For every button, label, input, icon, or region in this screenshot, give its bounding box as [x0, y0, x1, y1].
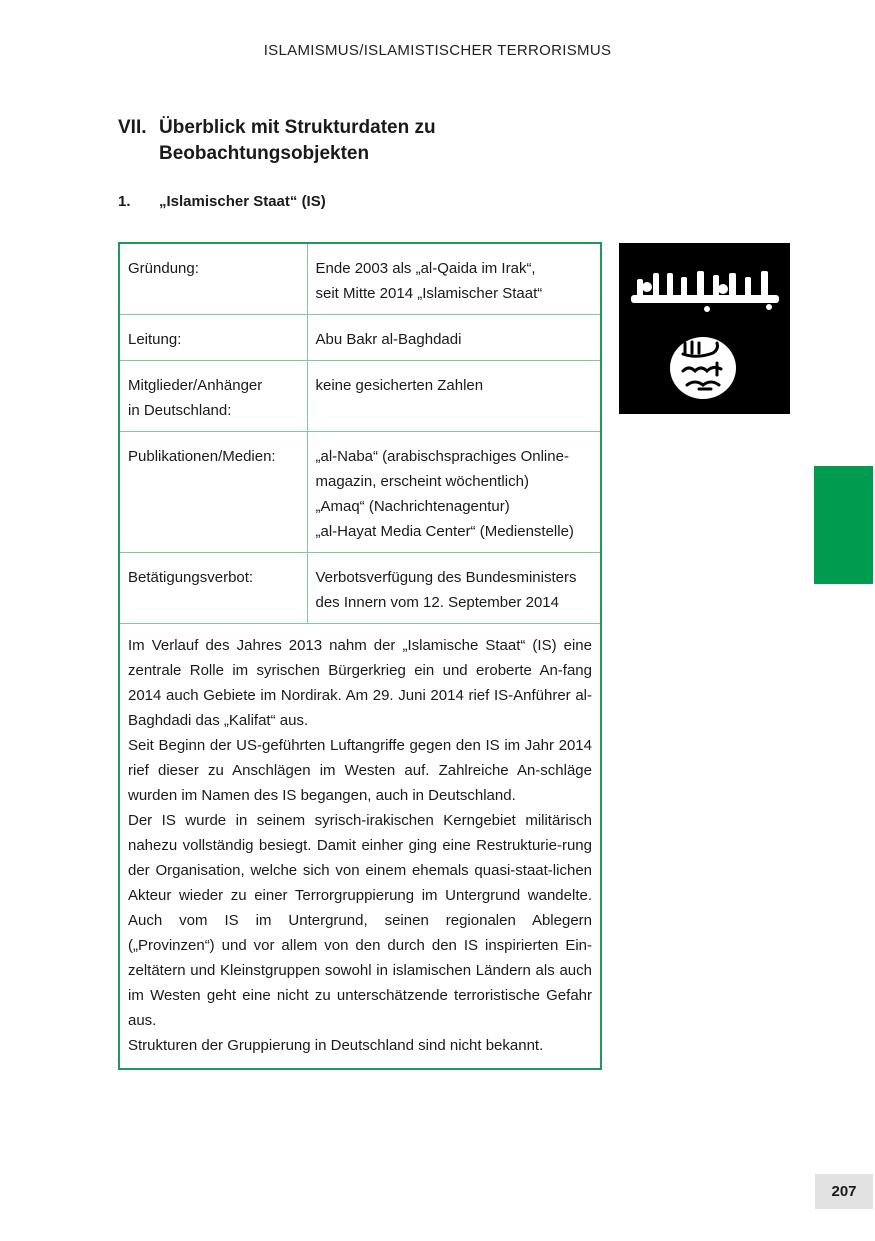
summary-paragraph: Der IS wurde in seinem syrisch-irakischen Kerngebiet militärisch nahezu vollständig besiegt. Damit einher ging eine Restrukturie-rung der Organisation, welche sich von einem ehemals quasi-staat-lichen Akteur wieder zu einer Terrorgruppierung im Untergrund wandelte. Auch vom IS im Untergrund, seinen regionalen Ablegern („Provinzen“) und vor allem von den durch den IS inspirierten Ein-zeltätern und Kleinstgruppen sowohl in islamischen Ländern als auch im Westen geht eine nicht zu unterschätzende terroristische Gefahr aus. [128, 812, 592, 1029]
value-text: Ende 2003 als „al-Qaida im Irak“, [315, 260, 536, 277]
value-text: seit Mitte 2014 „Islamischer Staat“ [315, 285, 543, 302]
row-label [119, 553, 307, 624]
section-number: VII. [118, 117, 147, 138]
row-label [119, 432, 307, 553]
value-text: Abu Bakr al-Baghdadi [315, 331, 462, 348]
table-row-leadership [119, 315, 601, 361]
value-text: „al-Naba“ (arabischsprachiges Online- [315, 448, 569, 465]
summary-paragraph: Im Verlauf des Jahres 2013 nahm der „Islamische Staat“ (IS) eine zentrale Rolle im syrischen Bürgerkrieg ein und eroberte An-fang 2014 auch Gebiete im Nordirak. Am 29. Juni 2014 rief IS-Anführer al-Baghdadi das „Kalifat“ aus. [128, 637, 592, 729]
row-value [307, 243, 601, 315]
row-label [119, 243, 307, 315]
row-value [307, 432, 601, 553]
table-row-members [119, 361, 601, 432]
row-value [307, 553, 601, 624]
value-text: keine gesicherten Zahlen [315, 377, 484, 394]
row-value [307, 315, 601, 361]
flag-image [619, 243, 790, 414]
summary-cell [119, 624, 601, 1070]
row-label [119, 361, 307, 432]
value-text: „Amaq“ (Nachrichtenagentur) [315, 498, 510, 515]
summary-paragraph: Seit Beginn der US-geführten Luftangriffe gegen den IS im Jahr 2014 rief dieser zu Anschlägen im Westen auf. Zahlreiche An-schläge wurden im Namen des IS begangen, auch in Deutschland. [128, 737, 592, 804]
label-text: Betätigungsverbot: [128, 569, 254, 586]
subsection-heading: „Islamischer Staat“ (IS) [159, 193, 326, 210]
page-number: 207 [815, 1174, 873, 1209]
table-row-publications [119, 432, 601, 553]
row-label [119, 315, 307, 361]
value-text: magazin, erscheint wöchentlich) [315, 473, 529, 490]
section-heading [159, 115, 579, 167]
running-header: ISLAMISMUS/ISLAMISTISCHER TERRORISMUS [263, 42, 612, 59]
fact-table [118, 242, 602, 1070]
subsection-number: 1. [118, 193, 131, 210]
row-value [307, 361, 601, 432]
table-row-ban [119, 553, 601, 624]
table-row-summary [119, 624, 601, 1070]
chapter-tab-marker [814, 466, 873, 584]
label-text: Publikationen/Medien: [128, 448, 276, 465]
label-text: Mitglieder/Anhänger [128, 377, 263, 394]
section-heading-line-2: Beobachtungsobjekten [159, 143, 370, 164]
value-text: Verbotsverfügung des Bundesministers [315, 569, 577, 586]
label-text: Gründung: [128, 260, 199, 277]
label-text: Leitung: [128, 331, 182, 348]
label-text: in Deutschland: [128, 402, 232, 419]
flag-emblem-icon [619, 243, 790, 414]
value-text: „al-Hayat Media Center“ (Medienstelle) [315, 523, 574, 540]
table-row-founding [119, 243, 601, 315]
value-text: des Innern vom 12. September 2014 [315, 594, 559, 611]
summary-paragraph: Strukturen der Gruppierung in Deutschland sind nicht bekannt. [128, 1037, 544, 1054]
section-heading-line-1: Überblick mit Strukturdaten zu [159, 117, 436, 138]
